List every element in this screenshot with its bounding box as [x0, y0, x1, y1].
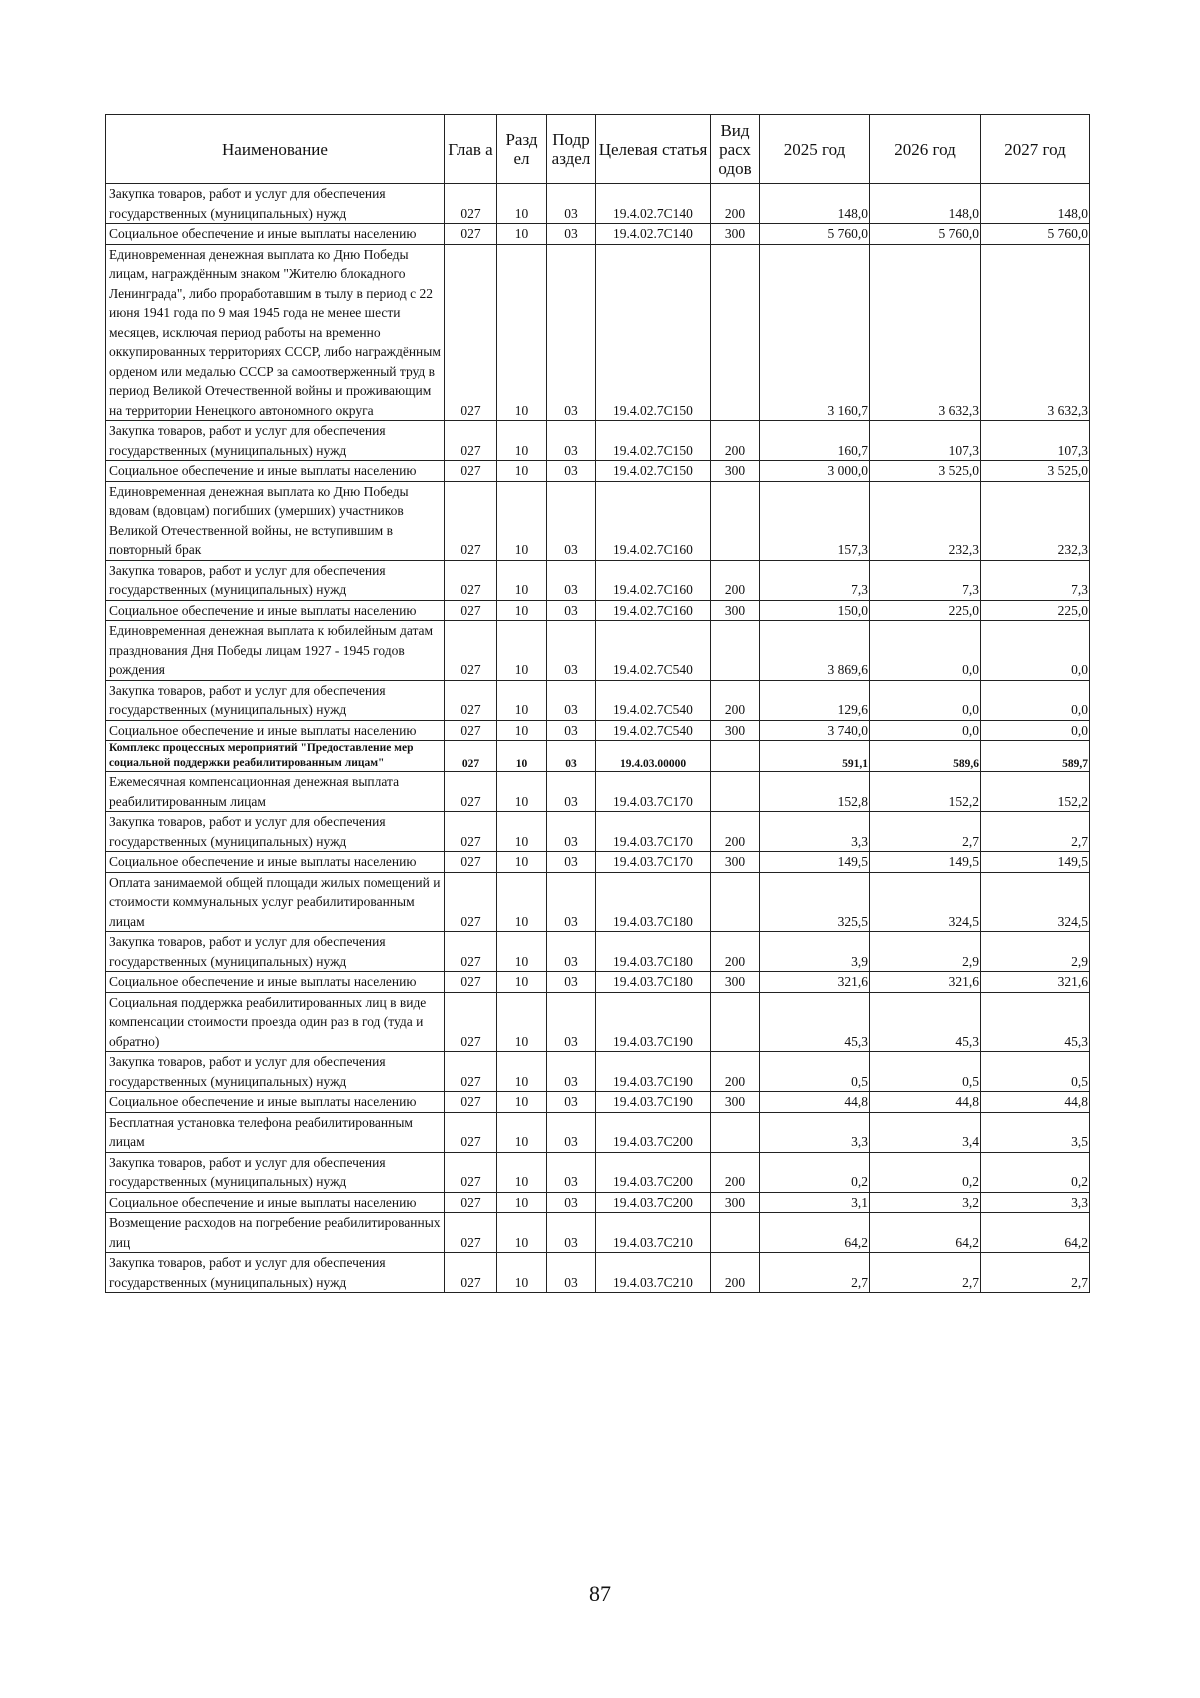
- cell-vid: 300: [711, 1092, 760, 1113]
- cell-vid: [711, 741, 760, 772]
- cell-2027: 0,0: [981, 680, 1090, 720]
- cell-celevaya: 19.4.03.7С180: [596, 872, 711, 932]
- cell-2025: 3,1: [760, 1192, 870, 1213]
- cell-vid: 300: [711, 720, 760, 741]
- header-row: [106, 115, 1090, 184]
- table-row: [106, 772, 1090, 812]
- table-row: [106, 461, 1090, 482]
- cell-razdel: 10: [497, 932, 547, 972]
- cell-razdel: 10: [497, 244, 547, 421]
- cell-vid: [711, 1213, 760, 1253]
- cell-2027: 64,2: [981, 1213, 1090, 1253]
- cell-celevaya: 19.4.02.7С160: [596, 560, 711, 600]
- table-row: [106, 932, 1090, 972]
- cell-razdel: 10: [497, 1152, 547, 1192]
- header-celevaya: Целевая статья: [596, 115, 711, 184]
- cell-2025: 0,5: [760, 1052, 870, 1092]
- cell-razdel: 10: [497, 461, 547, 482]
- cell-name: Ежемесячная компенсационная денежная выплата реабилитированным лицам: [106, 772, 445, 812]
- cell-celevaya: 19.4.03.7С200: [596, 1192, 711, 1213]
- cell-celevaya: 19.4.03.7С180: [596, 932, 711, 972]
- cell-celevaya: 19.4.03.7С210: [596, 1213, 711, 1253]
- cell-celevaya: 19.4.03.00000: [596, 741, 711, 772]
- cell-podrazdel: 03: [547, 1253, 596, 1293]
- header-vid: Вид расх одов: [711, 115, 760, 184]
- cell-2026: 5 760,0: [870, 224, 981, 245]
- cell-celevaya: 19.4.02.7С150: [596, 421, 711, 461]
- cell-vid: 300: [711, 1192, 760, 1213]
- cell-2027: 5 760,0: [981, 224, 1090, 245]
- cell-2025: 129,6: [760, 680, 870, 720]
- cell-2025: 45,3: [760, 992, 870, 1052]
- cell-name: Закупка товаров, работ и услуг для обеспечения государственных (муниципальных) нужд: [106, 560, 445, 600]
- cell-glava: 027: [445, 720, 497, 741]
- table-row: [106, 1213, 1090, 1253]
- cell-2026: 64,2: [870, 1213, 981, 1253]
- cell-2026: 7,3: [870, 560, 981, 600]
- cell-glava: 027: [445, 772, 497, 812]
- cell-name: Закупка товаров, работ и услуг для обеспечения государственных (муниципальных) нужд: [106, 421, 445, 461]
- cell-vid: 200: [711, 932, 760, 972]
- cell-podrazdel: 03: [547, 1152, 596, 1192]
- cell-podrazdel: 03: [547, 1092, 596, 1113]
- cell-podrazdel: 03: [547, 772, 596, 812]
- cell-glava: 027: [445, 421, 497, 461]
- table-row: [106, 720, 1090, 741]
- cell-name: Возмещение расходов на погребение реабилитированных лиц: [106, 1213, 445, 1253]
- cell-podrazdel: 03: [547, 932, 596, 972]
- cell-razdel: 10: [497, 1112, 547, 1152]
- cell-razdel: 10: [497, 1052, 547, 1092]
- cell-2025: 152,8: [760, 772, 870, 812]
- table-row: [106, 812, 1090, 852]
- cell-name: Социальное обеспечение и иные выплаты населению: [106, 461, 445, 482]
- cell-2027: 2,7: [981, 1253, 1090, 1293]
- cell-razdel: 10: [497, 481, 547, 560]
- cell-name: Закупка товаров, работ и услуг для обеспечения государственных (муниципальных) нужд: [106, 812, 445, 852]
- cell-2025: 325,5: [760, 872, 870, 932]
- cell-2025: 3,9: [760, 932, 870, 972]
- cell-2027: 225,0: [981, 600, 1090, 621]
- cell-glava: 027: [445, 992, 497, 1052]
- table-row: [106, 600, 1090, 621]
- cell-2026: 3,4: [870, 1112, 981, 1152]
- table-row: [106, 224, 1090, 245]
- header-name: Наименование: [106, 115, 445, 184]
- cell-name: Социальное обеспечение и иные выплаты населению: [106, 852, 445, 873]
- cell-podrazdel: 03: [547, 421, 596, 461]
- cell-razdel: 10: [497, 421, 547, 461]
- cell-2027: 2,7: [981, 812, 1090, 852]
- cell-name: Единовременная денежная выплата ко Дню Победы лицам, награждённым знаком "Жителю блокадного Ленинграда", либо проработавшим в тылу в период с 22 июня 1941 года по 9 мая 1945 года не менее шести месяцев, исключая период работы на временно оккупированных территориях СССР, либо награждённым орденом или медалью СССР за самоотверженный труд в период Великой Отечественной войны и проживающим на территории Ненецкого автономного округа: [106, 244, 445, 421]
- cell-2025: 5 760,0: [760, 224, 870, 245]
- cell-2025: 3 740,0: [760, 720, 870, 741]
- cell-2027: 3,5: [981, 1112, 1090, 1152]
- cell-vid: 300: [711, 224, 760, 245]
- cell-razdel: 10: [497, 1213, 547, 1253]
- header-2026: 2026 год: [870, 115, 981, 184]
- cell-podrazdel: 03: [547, 1052, 596, 1092]
- cell-vid: [711, 481, 760, 560]
- cell-vid: 200: [711, 1152, 760, 1192]
- cell-2025: 2,7: [760, 1253, 870, 1293]
- table-row: [106, 1092, 1090, 1113]
- cell-name: Комплекс процессных мероприятий "Предоставление мер социальной поддержки реабилитированным лицам": [106, 741, 445, 772]
- cell-2026: 0,0: [870, 680, 981, 720]
- cell-podrazdel: 03: [547, 741, 596, 772]
- cell-2027: 3 525,0: [981, 461, 1090, 482]
- cell-podrazdel: 03: [547, 1213, 596, 1253]
- cell-podrazdel: 03: [547, 621, 596, 681]
- cell-2027: 107,3: [981, 421, 1090, 461]
- cell-vid: 200: [711, 812, 760, 852]
- cell-razdel: 10: [497, 1092, 547, 1113]
- cell-celevaya: 19.4.02.7С140: [596, 184, 711, 224]
- cell-celevaya: 19.4.03.7С210: [596, 1253, 711, 1293]
- cell-glava: 027: [445, 184, 497, 224]
- cell-2025: 0,2: [760, 1152, 870, 1192]
- table-row: [106, 680, 1090, 720]
- cell-podrazdel: 03: [547, 680, 596, 720]
- cell-2026: 152,2: [870, 772, 981, 812]
- cell-vid: 200: [711, 1052, 760, 1092]
- cell-glava: 027: [445, 872, 497, 932]
- table-row: [106, 972, 1090, 993]
- cell-vid: 200: [711, 184, 760, 224]
- cell-celevaya: 19.4.02.7С160: [596, 481, 711, 560]
- cell-2025: 149,5: [760, 852, 870, 873]
- cell-2026: 148,0: [870, 184, 981, 224]
- table-row: [106, 992, 1090, 1052]
- cell-glava: 027: [445, 224, 497, 245]
- cell-podrazdel: 03: [547, 560, 596, 600]
- cell-2027: 45,3: [981, 992, 1090, 1052]
- cell-2025: 64,2: [760, 1213, 870, 1253]
- cell-podrazdel: 03: [547, 1192, 596, 1213]
- cell-celevaya: 19.4.02.7С540: [596, 720, 711, 741]
- cell-celevaya: 19.4.03.7С200: [596, 1152, 711, 1192]
- cell-name: Социальное обеспечение и иные выплаты населению: [106, 1192, 445, 1213]
- cell-podrazdel: 03: [547, 481, 596, 560]
- cell-celevaya: 19.4.03.7С190: [596, 992, 711, 1052]
- page-number: 87: [589, 1581, 611, 1606]
- cell-2026: 0,0: [870, 621, 981, 681]
- cell-name: Социальное обеспечение и иные выплаты населению: [106, 224, 445, 245]
- cell-vid: 300: [711, 972, 760, 993]
- cell-2025: 148,0: [760, 184, 870, 224]
- cell-2025: 321,6: [760, 972, 870, 993]
- table-row: [106, 1152, 1090, 1192]
- cell-2025: 44,8: [760, 1092, 870, 1113]
- cell-vid: 200: [711, 421, 760, 461]
- table-row: [106, 621, 1090, 681]
- cell-2025: 591,1: [760, 741, 870, 772]
- cell-podrazdel: 03: [547, 992, 596, 1052]
- cell-vid: [711, 1112, 760, 1152]
- cell-podrazdel: 03: [547, 972, 596, 993]
- table-row: [106, 1253, 1090, 1293]
- cell-podrazdel: 03: [547, 720, 596, 741]
- cell-vid: [711, 992, 760, 1052]
- cell-name: Социальная поддержка реабилитированных лиц в виде компенсации стоимости проезда один раз в год (туда и обратно): [106, 992, 445, 1052]
- cell-podrazdel: 03: [547, 872, 596, 932]
- cell-razdel: 10: [497, 992, 547, 1052]
- cell-razdel: 10: [497, 872, 547, 932]
- table-row: [106, 481, 1090, 560]
- cell-razdel: 10: [497, 680, 547, 720]
- cell-razdel: 10: [497, 224, 547, 245]
- cell-2025: 7,3: [760, 560, 870, 600]
- cell-celevaya: 19.4.02.7С540: [596, 680, 711, 720]
- table-row: [106, 872, 1090, 932]
- cell-2027: 152,2: [981, 772, 1090, 812]
- header-2025: 2025 год: [760, 115, 870, 184]
- cell-2027: 0,0: [981, 720, 1090, 741]
- cell-name: Социальное обеспечение и иные выплаты населению: [106, 972, 445, 993]
- cell-celevaya: 19.4.02.7С540: [596, 621, 711, 681]
- cell-razdel: 10: [497, 772, 547, 812]
- cell-name: Закупка товаров, работ и услуг для обеспечения государственных (муниципальных) нужд: [106, 1152, 445, 1192]
- table-row: [106, 1052, 1090, 1092]
- cell-glava: 027: [445, 1052, 497, 1092]
- cell-podrazdel: 03: [547, 600, 596, 621]
- cell-celevaya: 19.4.02.7С160: [596, 600, 711, 621]
- cell-2026: 45,3: [870, 992, 981, 1052]
- cell-vid: [711, 772, 760, 812]
- cell-2025: 3 869,6: [760, 621, 870, 681]
- cell-razdel: 10: [497, 741, 547, 772]
- cell-name: Закупка товаров, работ и услуг для обеспечения государственных (муниципальных) нужд: [106, 932, 445, 972]
- cell-celevaya: 19.4.03.7С170: [596, 852, 711, 873]
- cell-name: Закупка товаров, работ и услуг для обеспечения государственных (муниципальных) нужд: [106, 1253, 445, 1293]
- cell-2026: 2,9: [870, 932, 981, 972]
- cell-glava: 027: [445, 812, 497, 852]
- cell-podrazdel: 03: [547, 812, 596, 852]
- cell-podrazdel: 03: [547, 1112, 596, 1152]
- cell-2027: 44,8: [981, 1092, 1090, 1113]
- cell-name: Социальное обеспечение и иные выплаты населению: [106, 1092, 445, 1113]
- cell-name: Социальное обеспечение и иные выплаты населению: [106, 720, 445, 741]
- header-razdel: Разд ел: [497, 115, 547, 184]
- cell-2026: 107,3: [870, 421, 981, 461]
- table-row: [106, 244, 1090, 421]
- header-glava: Глав а: [445, 115, 497, 184]
- cell-vid: 300: [711, 852, 760, 873]
- cell-2026: 2,7: [870, 812, 981, 852]
- cell-glava: 027: [445, 1253, 497, 1293]
- cell-2027: 7,3: [981, 560, 1090, 600]
- cell-2026: 3 632,3: [870, 244, 981, 421]
- cell-2026: 324,5: [870, 872, 981, 932]
- table-row: [106, 1112, 1090, 1152]
- table-row: [106, 741, 1090, 772]
- cell-name: Оплата занимаемой общей площади жилых помещений и стоимости коммунальных услуг реабилитированным лицам: [106, 872, 445, 932]
- cell-celevaya: 19.4.03.7С190: [596, 1092, 711, 1113]
- cell-vid: 200: [711, 560, 760, 600]
- cell-razdel: 10: [497, 560, 547, 600]
- cell-2027: 232,3: [981, 481, 1090, 560]
- cell-2027: 149,5: [981, 852, 1090, 873]
- cell-celevaya: 19.4.03.7С200: [596, 1112, 711, 1152]
- cell-name: Социальное обеспечение и иные выплаты населению: [106, 600, 445, 621]
- cell-2027: 148,0: [981, 184, 1090, 224]
- cell-2025: 150,0: [760, 600, 870, 621]
- cell-razdel: 10: [497, 812, 547, 852]
- cell-razdel: 10: [497, 720, 547, 741]
- budget-table: [105, 114, 1090, 1293]
- cell-vid: 300: [711, 461, 760, 482]
- cell-glava: 027: [445, 1112, 497, 1152]
- cell-glava: 027: [445, 680, 497, 720]
- cell-2026: 44,8: [870, 1092, 981, 1113]
- cell-2026: 321,6: [870, 972, 981, 993]
- cell-2027: 0,5: [981, 1052, 1090, 1092]
- cell-2025: 160,7: [760, 421, 870, 461]
- cell-glava: 027: [445, 621, 497, 681]
- cell-name: Бесплатная установка телефона реабилитированным лицам: [106, 1112, 445, 1152]
- cell-glava: 027: [445, 560, 497, 600]
- cell-2026: 2,7: [870, 1253, 981, 1293]
- cell-vid: [711, 621, 760, 681]
- cell-name: Единовременная денежная выплата к юбилейным датам празднования Дня Победы лицам 1927 - 1945 годов рождения: [106, 621, 445, 681]
- cell-vid: 200: [711, 680, 760, 720]
- cell-celevaya: 19.4.02.7С140: [596, 224, 711, 245]
- cell-name: Единовременная денежная выплата ко Дню Победы вдовам (вдовцам) погибших (умерших) участников Великой Отечественной войны, не вступившим в повторный брак: [106, 481, 445, 560]
- cell-razdel: 10: [497, 621, 547, 681]
- cell-glava: 027: [445, 1213, 497, 1253]
- cell-2025: 3 000,0: [760, 461, 870, 482]
- table-row: [106, 421, 1090, 461]
- cell-razdel: 10: [497, 1192, 547, 1213]
- cell-glava: 027: [445, 972, 497, 993]
- cell-glava: 027: [445, 741, 497, 772]
- cell-razdel: 10: [497, 972, 547, 993]
- cell-name: Закупка товаров, работ и услуг для обеспечения государственных (муниципальных) нужд: [106, 680, 445, 720]
- cell-razdel: 10: [497, 184, 547, 224]
- cell-2027: 2,9: [981, 932, 1090, 972]
- cell-2026: 3,2: [870, 1192, 981, 1213]
- cell-razdel: 10: [497, 600, 547, 621]
- cell-glava: 027: [445, 1092, 497, 1113]
- cell-glava: 027: [445, 600, 497, 621]
- cell-2026: 0,2: [870, 1152, 981, 1192]
- cell-2026: 232,3: [870, 481, 981, 560]
- table-row: [106, 1192, 1090, 1213]
- cell-glava: 027: [445, 1152, 497, 1192]
- cell-celevaya: 19.4.02.7С150: [596, 461, 711, 482]
- cell-celevaya: 19.4.03.7С170: [596, 812, 711, 852]
- cell-celevaya: 19.4.03.7С180: [596, 972, 711, 993]
- cell-podrazdel: 03: [547, 224, 596, 245]
- cell-2027: 321,6: [981, 972, 1090, 993]
- cell-razdel: 10: [497, 1253, 547, 1293]
- cell-2025: 3,3: [760, 812, 870, 852]
- cell-celevaya: 19.4.03.7С170: [596, 772, 711, 812]
- cell-vid: 200: [711, 1253, 760, 1293]
- cell-glava: 027: [445, 852, 497, 873]
- cell-podrazdel: 03: [547, 461, 596, 482]
- cell-2026: 149,5: [870, 852, 981, 873]
- cell-name: Закупка товаров, работ и услуг для обеспечения государственных (муниципальных) нужд: [106, 1052, 445, 1092]
- cell-2025: 157,3: [760, 481, 870, 560]
- cell-glava: 027: [445, 932, 497, 972]
- cell-2027: 0,2: [981, 1152, 1090, 1192]
- cell-podrazdel: 03: [547, 244, 596, 421]
- header-2027: 2027 год: [981, 115, 1090, 184]
- cell-2027: 324,5: [981, 872, 1090, 932]
- cell-podrazdel: 03: [547, 852, 596, 873]
- table-row: [106, 560, 1090, 600]
- cell-2026: 3 525,0: [870, 461, 981, 482]
- cell-2025: 3,3: [760, 1112, 870, 1152]
- cell-2026: 0,5: [870, 1052, 981, 1092]
- cell-2027: 0,0: [981, 621, 1090, 681]
- cell-celevaya: 19.4.03.7С190: [596, 1052, 711, 1092]
- table-row: [106, 184, 1090, 224]
- cell-name: Закупка товаров, работ и услуг для обеспечения государственных (муниципальных) нужд: [106, 184, 445, 224]
- cell-glava: 027: [445, 1192, 497, 1213]
- cell-vid: [711, 872, 760, 932]
- cell-2027: 3 632,3: [981, 244, 1090, 421]
- cell-vid: [711, 244, 760, 421]
- cell-2026: 225,0: [870, 600, 981, 621]
- cell-2026: 0,0: [870, 720, 981, 741]
- cell-2026: 589,6: [870, 741, 981, 772]
- header-podrazdel: Подр аздел: [547, 115, 596, 184]
- cell-podrazdel: 03: [547, 184, 596, 224]
- cell-celevaya: 19.4.02.7С150: [596, 244, 711, 421]
- cell-glava: 027: [445, 481, 497, 560]
- cell-glava: 027: [445, 461, 497, 482]
- cell-vid: 300: [711, 600, 760, 621]
- table-row: [106, 852, 1090, 873]
- cell-glava: 027: [445, 244, 497, 421]
- cell-2027: 3,3: [981, 1192, 1090, 1213]
- cell-2025: 3 160,7: [760, 244, 870, 421]
- cell-razdel: 10: [497, 852, 547, 873]
- cell-2027: 589,7: [981, 741, 1090, 772]
- table-body: [106, 184, 1090, 1293]
